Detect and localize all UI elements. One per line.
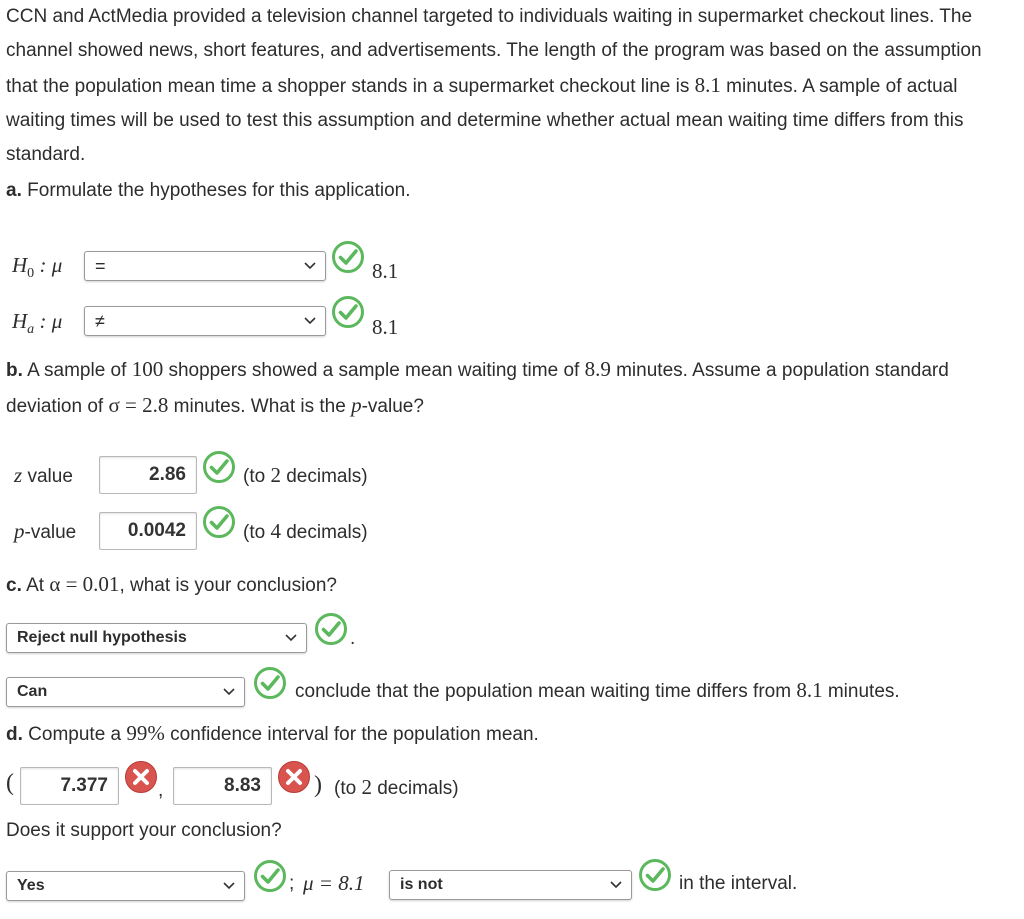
p-note bbox=[243, 519, 368, 544]
is-not-value: is not bbox=[400, 876, 443, 893]
part-b-xbar: 8.9 bbox=[584, 357, 611, 381]
check-correct-icon bbox=[314, 612, 348, 646]
part-a-prompt bbox=[6, 180, 411, 202]
part-c-prompt bbox=[6, 572, 337, 597]
part-a-label: a. bbox=[6, 180, 22, 201]
h0-label bbox=[12, 253, 62, 282]
p-label-text: -value bbox=[24, 522, 77, 543]
ci-upper-input[interactable]: 8.83 bbox=[173, 767, 272, 805]
ha-operator-value: ≠ bbox=[95, 311, 105, 331]
conclusion-value: Reject null hypothesis bbox=[17, 629, 187, 646]
problem-intro bbox=[6, 0, 1018, 172]
can-text-pre: conclude that the population mean waiting time differs from bbox=[295, 681, 797, 702]
part-c-alpha: α = 0.01 bbox=[49, 572, 120, 596]
h0-operator-value: = bbox=[95, 256, 106, 276]
ci-lower-input[interactable]: 7.377 bbox=[20, 767, 119, 805]
ha-symbol: H bbox=[12, 309, 28, 333]
part-d-prompt bbox=[6, 721, 539, 746]
z-label-text: value bbox=[22, 466, 73, 487]
h0-subscript: 0 bbox=[27, 265, 35, 281]
is-not-select[interactable] bbox=[389, 870, 632, 900]
p-note-num: 4 bbox=[270, 519, 281, 543]
z-note-pre: (to bbox=[243, 466, 271, 487]
check-correct-icon bbox=[253, 859, 287, 893]
ci-comma: , bbox=[158, 780, 164, 801]
p-value-label bbox=[14, 519, 76, 544]
intro-mean: 8.1 bbox=[694, 73, 721, 97]
can-value: Can bbox=[17, 683, 48, 700]
part-b-label: b. bbox=[6, 360, 23, 381]
p-note-pre: (to bbox=[243, 522, 271, 543]
z-value-label bbox=[14, 463, 73, 488]
part-d-pct: 99% bbox=[126, 721, 165, 745]
chevron-down-icon bbox=[303, 260, 317, 272]
mu-equals: μ = 8.1 bbox=[303, 871, 365, 895]
part-b-text-4: minutes. What is the bbox=[168, 396, 352, 417]
check-correct-icon bbox=[638, 858, 672, 892]
part-b-text-2: shoppers showed a sample mean waiting time of bbox=[163, 360, 585, 381]
part-c-text-1: At bbox=[26, 575, 50, 596]
intro-text-2: minutes. A sample of actual waiting times will be used to test this assumption and determine whether actual mean waiting time differs from this standard. bbox=[6, 76, 964, 165]
ci-note-num: 2 bbox=[361, 775, 372, 799]
support-semicolon: ; bbox=[289, 873, 295, 894]
part-b-sigma: σ = 2.8 bbox=[108, 393, 169, 417]
ha-mu: : μ bbox=[39, 309, 63, 333]
can-text bbox=[295, 678, 900, 703]
h0-operator-select[interactable] bbox=[84, 251, 326, 281]
part-b-prompt bbox=[6, 352, 1018, 424]
can-text-num: 8.1 bbox=[796, 678, 823, 702]
z-var: z bbox=[14, 463, 23, 487]
z-note bbox=[243, 463, 368, 488]
ci-close-paren: ) bbox=[314, 772, 322, 798]
part-b-text-1: A sample of bbox=[27, 360, 132, 381]
conclusion-period: . bbox=[350, 628, 356, 649]
part-b-text-5: -value? bbox=[361, 396, 424, 417]
support-question: Does it support your conclusion? bbox=[6, 820, 282, 841]
chevron-down-icon bbox=[303, 315, 317, 327]
ci-open-paren: ( bbox=[6, 770, 14, 796]
part-a-text: Formulate the hypotheses for this application. bbox=[27, 180, 411, 201]
check-correct-icon bbox=[202, 450, 236, 484]
can-text-post: minutes. bbox=[822, 681, 900, 702]
ci-note-pre: (to bbox=[334, 778, 362, 799]
chevron-down-icon bbox=[609, 879, 623, 891]
h0-symbol: H bbox=[12, 253, 28, 277]
part-d-label: d. bbox=[6, 724, 23, 745]
check-correct-icon bbox=[331, 295, 365, 329]
z-value-input[interactable]: 2.86 bbox=[99, 456, 197, 494]
check-correct-icon bbox=[202, 505, 236, 539]
part-c-label: c. bbox=[6, 575, 22, 596]
interval-tail-text: in the interval. bbox=[679, 873, 798, 894]
ha-operator-select[interactable] bbox=[84, 306, 326, 336]
p-note-post: decimals) bbox=[280, 522, 368, 543]
x-incorrect-icon bbox=[124, 760, 158, 794]
can-select[interactable] bbox=[6, 677, 245, 707]
ci-note bbox=[334, 775, 459, 800]
z-note-num: 2 bbox=[270, 463, 281, 487]
p-value-input[interactable]: 0.0042 bbox=[99, 512, 197, 550]
part-b-p: p bbox=[351, 393, 362, 417]
ha-value: 8.1 bbox=[372, 315, 399, 339]
support-select[interactable] bbox=[6, 871, 245, 901]
chevron-down-icon bbox=[284, 632, 298, 644]
check-correct-icon bbox=[253, 666, 287, 700]
p-var: p bbox=[14, 519, 25, 543]
h0-mu: : μ bbox=[39, 253, 63, 277]
h0-value: 8.1 bbox=[372, 259, 399, 283]
conclusion-select[interactable] bbox=[6, 623, 307, 653]
ha-subscript: a bbox=[27, 321, 35, 337]
chevron-down-icon bbox=[222, 686, 236, 698]
part-d-text-1: Compute a bbox=[28, 724, 127, 745]
x-incorrect-icon bbox=[277, 760, 311, 794]
part-b-text-3: minutes. Assume a population standard deviation of bbox=[6, 360, 949, 417]
part-c-text-2: , what is your conclusion? bbox=[119, 575, 337, 596]
intro-text-1: CCN and ActMedia provided a television channel targeted to individuals waiting in supermarket checkout lines. The channel showed news, short features, and advertisements. The length of the program was based on the assumption that the population mean time a shopper stands in a supermarket checkout line is bbox=[6, 6, 982, 97]
support-value: Yes bbox=[17, 877, 45, 894]
part-b-n: 100 bbox=[131, 357, 164, 381]
ci-note-post: decimals) bbox=[371, 778, 459, 799]
part-d-text-2: confidence interval for the population mean. bbox=[164, 724, 539, 745]
chevron-down-icon bbox=[222, 880, 236, 892]
check-correct-icon bbox=[331, 240, 365, 274]
ha-label bbox=[12, 309, 62, 338]
z-note-post: decimals) bbox=[280, 466, 368, 487]
